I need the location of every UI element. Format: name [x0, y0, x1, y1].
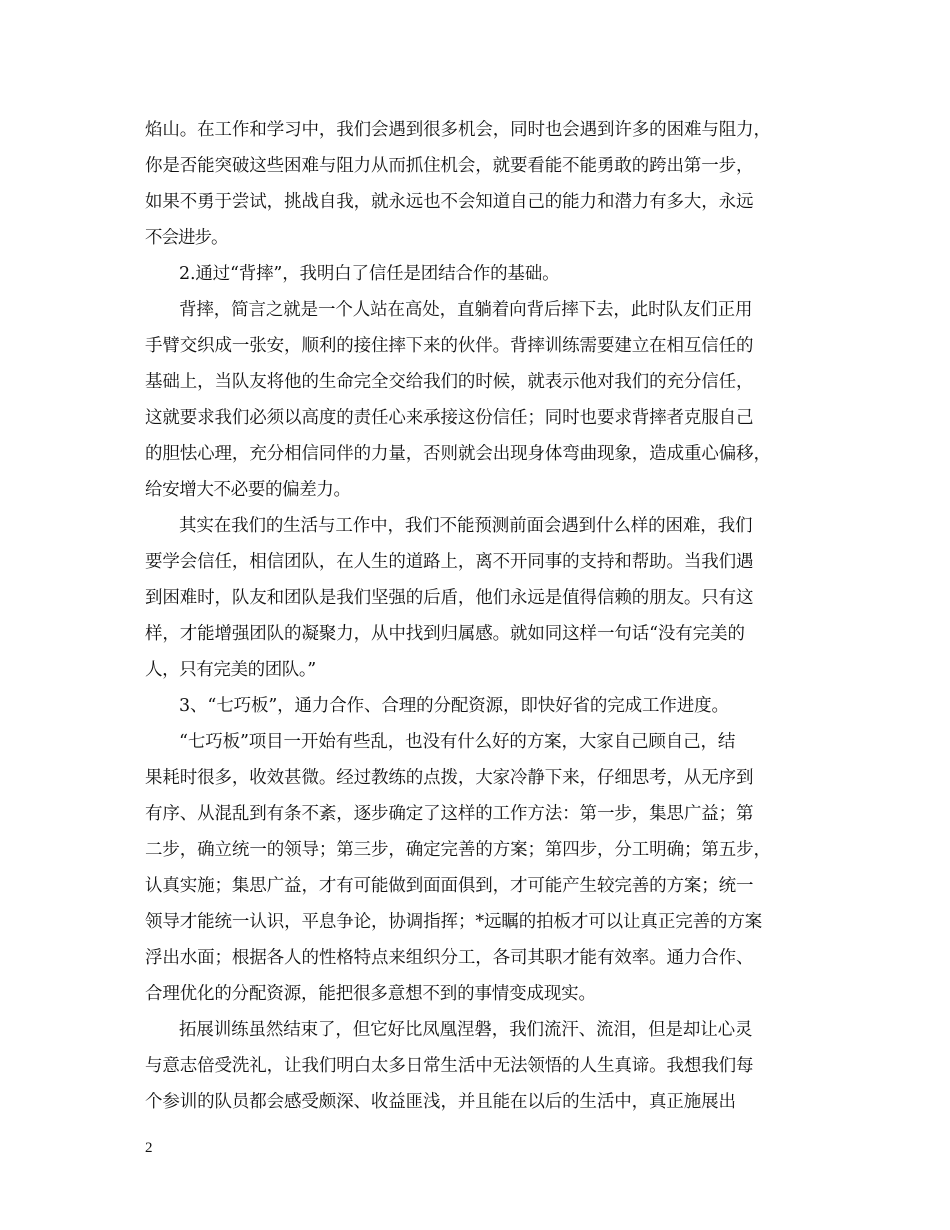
- document-body: [145, 112, 825, 1120]
- text-line: 人，只有完美的团队。”: [145, 660, 316, 680]
- text-line: 基础上，当队友将他的生命完全交给我们的时候，就表示他对我们的充分信任，: [145, 372, 754, 392]
- text-line: 其实在我们的生活与工作中，我们不能预测前面会遇到什么样的困难，我们: [179, 516, 753, 536]
- text-line: 果耗时很多，收效甚微。经过教练的点拨，大家冷静下来，仔细思考，从无序到: [145, 768, 754, 788]
- text-line: 背摔，简言之就是一个人站在高处，直躺着向背后摔下去，此时队友们正用: [179, 300, 753, 320]
- text-line: 与意志倍受洗礼，让我们明白太多日常生活中无法领悟的人生真谛。我想我们每: [145, 1056, 754, 1076]
- text-line: 的胆怯心理，充分相信同伴的力量，否则就会出现身体弯曲现象，造成重心偏移，: [145, 444, 771, 464]
- text-line: 手臂交织成一张安，顺利的接住摔下来的伙伴。背摔训练需要建立在相互信任的: [145, 336, 754, 356]
- text-line: 有序、从混乱到有条不紊，逐步确定了这样的工作方法：第一步，集思广益；第: [145, 804, 754, 824]
- text-line: 浮出水面；根据各人的性格特点来组织分工，各司其职才能有效率。通力合作、: [145, 948, 754, 968]
- text-line: 要学会信任，相信团队，在人生的道路上，离不开同事的支持和帮助。当我们遇: [145, 552, 754, 572]
- text-line: 如果不勇于尝试，挑战自我，就永远也不会知道自己的能力和潜力有多大，永远: [145, 192, 754, 212]
- text-line: 认真实施；集思广益，才有可能做到面面俱到，才可能产生较完善的方案；统一: [145, 876, 754, 896]
- text-line: 到困难时，队友和团队是我们坚强的后盾，他们永远是值得信赖的朋友。只有这: [145, 588, 754, 608]
- text-line: 不会进步。: [145, 228, 228, 248]
- text-line: 领导才能统一认识，平息争论，协调指挥；*远瞩的拍板才可以让真正完善的方案: [145, 912, 763, 932]
- text-line: 给安增大不必要的偏差力。: [145, 480, 351, 500]
- text-line: 这就要求我们必须以高度的责任心来承接这份信任；同时也要求背摔者克服自己: [145, 408, 754, 428]
- text-line: 个参训的队员都会感受颇深、收益匪浅，并且能在以后的生活中，真正施展出: [145, 1092, 736, 1112]
- text-line: 2.通过“背摔”，我明白了信任是团结合作的基础。: [179, 264, 560, 284]
- text-line: 合理优化的分配资源，能把很多意想不到的事情变成现实。: [145, 984, 596, 1004]
- text-line: 样，才能增强团队的凝聚力，从中找到归属感。就如同这样一句话“没有完美的: [145, 624, 745, 644]
- text-line: 你是否能突破这些困难与阻力从而抓住机会，就要看能不能勇敢的跨出第一步，: [145, 156, 754, 176]
- text-line: “七巧板”项目一开始有些乱，也没有什么好的方案，大家自己顾自己，结: [179, 732, 736, 752]
- page-number: 2: [145, 1140, 153, 1156]
- text-line: 拓展训练虽然结束了，但它好比凤凰涅磐，我们流汗、流泪，但是却让心灵: [179, 1020, 753, 1040]
- text-line: 3、“七巧板”，通力合作、合理的分配资源，即快好省的完成工作进度。: [179, 696, 729, 716]
- text-line: 焰山。在工作和学习中，我们会遇到很多机会，同时也会遇到许多的困难与阻力，: [145, 120, 771, 140]
- text-line: 二步，确立统一的领导；第三步，确定完善的方案；第四步，分工明确；第五步，: [145, 840, 771, 860]
